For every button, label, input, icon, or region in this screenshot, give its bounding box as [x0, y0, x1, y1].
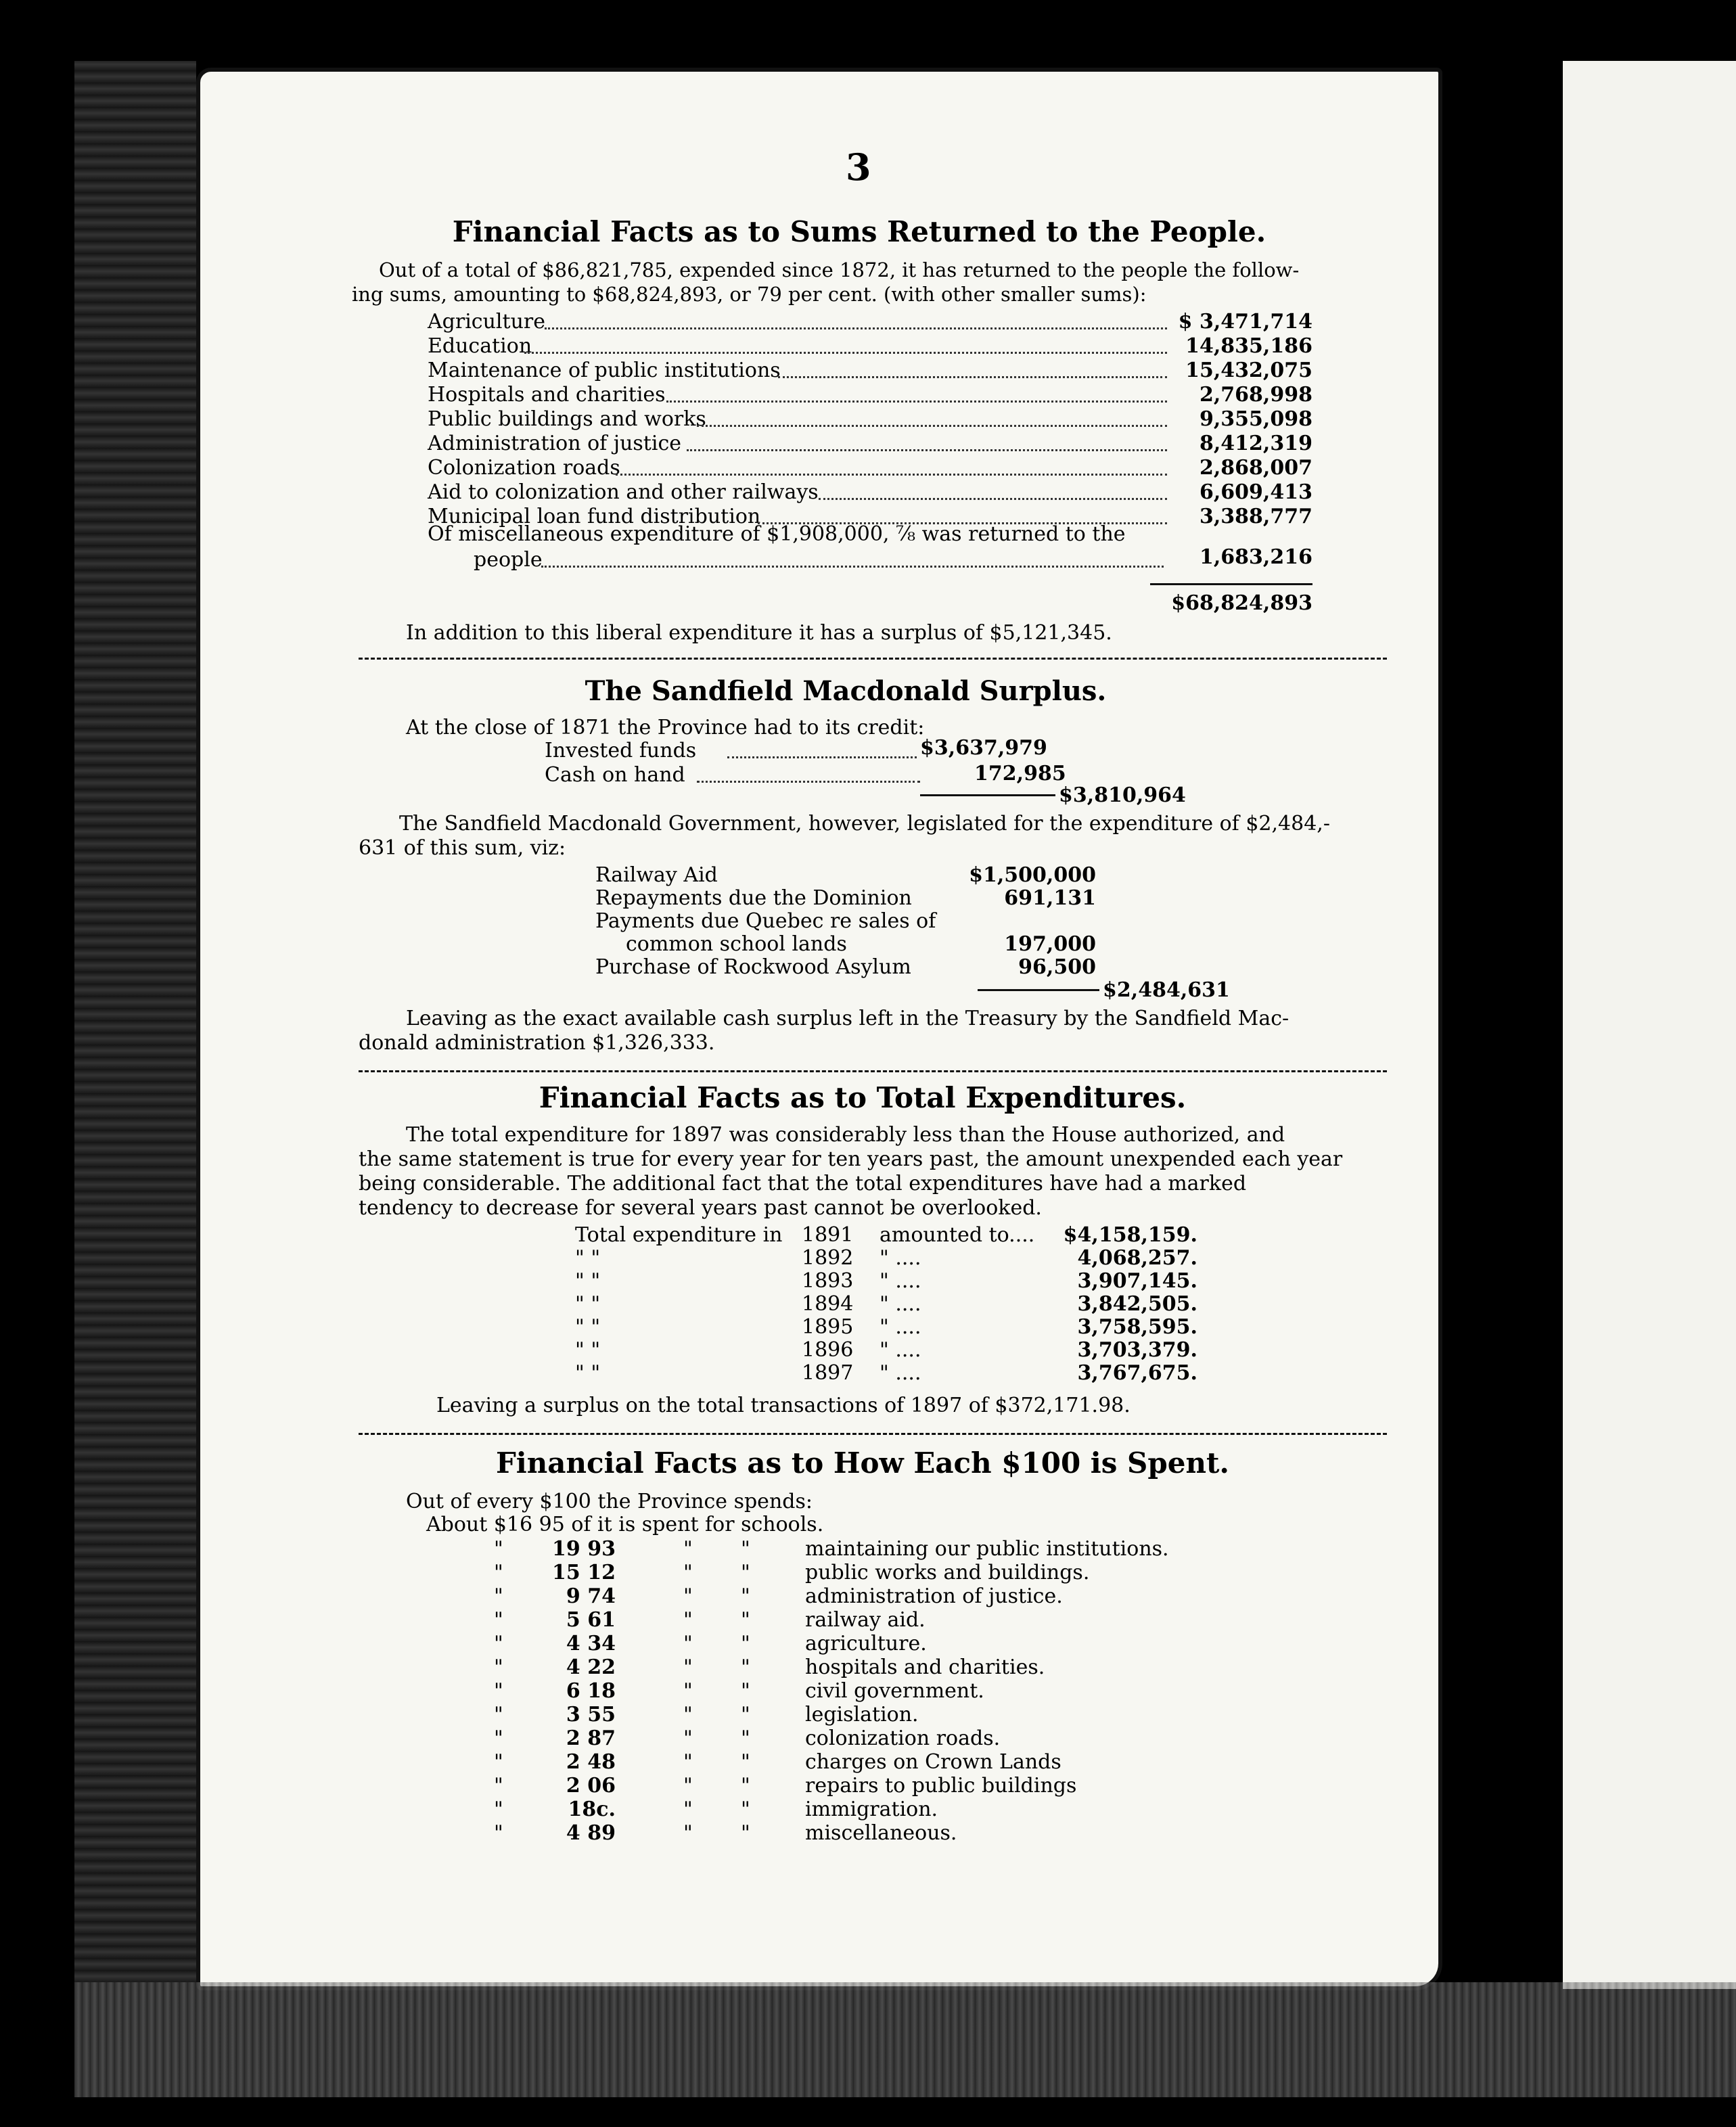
spend-amount: 2 06: [566, 1774, 616, 1798]
section1-misc-value: 1,683,216: [1199, 545, 1312, 569]
ditto-mark: ": [741, 1655, 750, 1679]
section2-leaving-line1: Leaving as the exact available cash surplus left in the Treasury by the Sandfield Mac-: [406, 1007, 1289, 1030]
expenditure-year: 1897: [802, 1361, 854, 1385]
expenditure-year: 1891: [802, 1223, 854, 1247]
ditto-mark: ": [494, 1584, 503, 1608]
ditto-mark: ": [494, 1632, 503, 1655]
ditto-mark: ": [494, 1703, 503, 1726]
expenditure-lead: " ": [575, 1361, 601, 1385]
section2-spend-label: common school lands: [626, 932, 847, 956]
expenditure-value: $4,158,159.: [1063, 1223, 1197, 1247]
section1-item-value: 6,609,413: [1199, 480, 1312, 504]
spend-category: agriculture.: [805, 1632, 927, 1655]
section2-spend-label: Repayments due the Dominion: [595, 886, 912, 910]
expenditure-year: 1893: [802, 1269, 854, 1293]
leader-dots: [778, 364, 1167, 378]
spend-category: civil government.: [805, 1679, 984, 1703]
adjacent-page-strip: [1563, 61, 1736, 1989]
ditto-mark: ": [741, 1726, 750, 1750]
section1-item-value: 2,768,998: [1199, 383, 1312, 407]
expenditure-mid: amounted to....: [880, 1223, 1035, 1247]
leader-dots: [697, 413, 1167, 427]
section-title-sums-returned: Financial Facts as to Sums Returned to the People.: [452, 215, 1266, 248]
ditto-mark: ": [741, 1679, 750, 1703]
expenditure-lead: " ": [575, 1292, 601, 1316]
leader-dots: [819, 486, 1167, 500]
ditto-mark: ": [683, 1703, 693, 1726]
ditto-mark: ": [683, 1561, 693, 1584]
expenditure-lead: Total expenditure in: [575, 1223, 783, 1247]
spend-category: repairs to public buildings: [805, 1774, 1077, 1798]
ditto-mark: ": [683, 1726, 693, 1750]
expenditure-mid: " ....: [880, 1361, 921, 1385]
ditto-mark: ": [741, 1798, 750, 1821]
ditto-mark: ": [683, 1537, 693, 1561]
section3-surplus-note: Leaving a surplus on the total transactions of 1897 of $372,171.98.: [436, 1394, 1130, 1417]
expenditure-value: 3,703,379.: [1077, 1338, 1197, 1362]
ditto-mark: ": [494, 1537, 503, 1561]
leader-dots: [666, 388, 1167, 403]
section1-item-label: Aid to colonization and other railways: [428, 480, 819, 504]
section1-item-label: Municipal loan fund distribution: [428, 505, 761, 528]
ditto-mark: ": [741, 1750, 750, 1774]
section3-para-line1: The total expenditure for 1897 was considerably less than the House authorized, and: [406, 1123, 1285, 1147]
spend-amount: 5 61: [566, 1608, 616, 1632]
spend-category: charges on Crown Lands: [805, 1750, 1061, 1774]
spend-category: legislation.: [805, 1703, 919, 1726]
spend-amount: 2 48: [566, 1750, 616, 1774]
subtotal-rule: [920, 794, 1055, 796]
section1-intro-line1: Out of a total of $86,821,785, expended since 1872, it has returned to the people the follow-: [379, 258, 1300, 281]
section1-item-label: Administration of justice: [428, 432, 681, 455]
section2-spend-value: $1,500,000: [969, 863, 1096, 887]
section2-para-line1: The Sandfield Macdonald Government, however, legislated for the expenditure of $2,484,-: [399, 812, 1330, 836]
leader-dots: [541, 553, 1164, 568]
spend-category: railway aid.: [805, 1608, 926, 1632]
expenditure-year: 1892: [802, 1246, 854, 1270]
ditto-mark: ": [494, 1774, 503, 1798]
spend-category: hospitals and charities.: [805, 1655, 1045, 1679]
spend-category: colonization roads.: [805, 1726, 1001, 1750]
section2-leaving-line2: donald administration $1,326,333.: [359, 1031, 715, 1055]
scan-bottom-band: [74, 1982, 1736, 2097]
ditto-mark: ": [741, 1703, 750, 1726]
ditto-mark: ": [741, 1774, 750, 1798]
expenditure-mid: " ....: [880, 1315, 921, 1339]
ditto-mark: ": [494, 1726, 503, 1750]
leader-dots: [616, 461, 1167, 476]
ditto-mark: ": [494, 1655, 503, 1679]
section2-item-cash-value: 172,985: [974, 762, 1066, 785]
section2-spend-value: 197,000: [1004, 932, 1096, 956]
ditto-mark: ": [683, 1750, 693, 1774]
expenditure-value: 3,842,505.: [1077, 1292, 1197, 1316]
ditto-mark: ": [683, 1655, 693, 1679]
section1-misc-line2: people: [474, 548, 543, 572]
section4-first-line: About $16 95 of it is spent for schools.: [426, 1513, 824, 1536]
leader-dots: [697, 769, 920, 783]
section3-para-line2: the same statement is true for every year for ten years past, the amount unexpended each year: [359, 1147, 1343, 1171]
expenditure-lead: " ": [575, 1338, 601, 1362]
section3-para-line4: tendency to decrease for several years past cannot be overlooked.: [359, 1196, 1042, 1220]
total-rule: [1150, 583, 1312, 585]
ditto-mark: ": [494, 1821, 503, 1845]
spend-amount: 2 87: [566, 1726, 616, 1750]
section2-item-invested-value: $3,637,979: [920, 736, 1047, 760]
section3-para-line3: being considerable. The additional fact that the total expenditures have had a marked: [359, 1172, 1247, 1195]
ditto-mark: ": [741, 1537, 750, 1561]
ditto-mark: ": [741, 1608, 750, 1632]
ditto-mark: ": [741, 1584, 750, 1608]
spend-category: miscellaneous.: [805, 1821, 957, 1845]
section1-item-label: Agriculture: [428, 310, 545, 334]
section-divider: [359, 1433, 1387, 1435]
section-title-each-100: Financial Facts as to How Each $100 is Spent.: [495, 1446, 1230, 1480]
expenditure-lead: " ": [575, 1315, 601, 1339]
ditto-mark: ": [683, 1821, 693, 1845]
leader-dots: [687, 437, 1167, 451]
expenditure-mid: " ....: [880, 1269, 921, 1293]
expenditure-value: 3,758,595.: [1077, 1315, 1197, 1339]
spend-amount: 4 22: [566, 1655, 616, 1679]
expenditure-value: 4,068,257.: [1077, 1246, 1197, 1270]
section-divider: [359, 1070, 1387, 1072]
ditto-mark: ": [683, 1632, 693, 1655]
section1-item-value: 9,355,098: [1199, 407, 1312, 431]
spend-category: maintaining our public institutions.: [805, 1537, 1169, 1561]
section1-item-label: Hospitals and charities: [428, 383, 666, 407]
section1-intro-line2: ing sums, amounting to $68,824,893, or 79 per cent. (with other smaller sums):: [352, 283, 1147, 306]
spend-category: public works and buildings.: [805, 1561, 1090, 1584]
section1-total: $68,824,893: [1171, 591, 1312, 615]
section2-intro: At the close of 1871 the Province had to its credit:: [406, 716, 925, 739]
section1-item-label: Colonization roads: [428, 456, 620, 480]
spend-amount: 6 18: [566, 1679, 616, 1703]
section2-spend-total: $2,484,631: [1103, 978, 1230, 1002]
section2-spend-value: 96,500: [1018, 955, 1096, 979]
spend-amount: 4 89: [566, 1821, 616, 1845]
section-title-sandfield-surplus: The Sandfield Macdonald Surplus.: [585, 675, 1107, 707]
page-number: 3: [846, 145, 871, 189]
section1-item-value: 3,388,777: [1199, 505, 1312, 528]
leader-dots: [727, 744, 917, 758]
section1-item-value: 8,412,319: [1199, 432, 1312, 455]
spend-total-rule: [978, 989, 1099, 991]
ditto-mark: ": [741, 1561, 750, 1584]
ditto-mark: ": [494, 1750, 503, 1774]
section2-spend-label: Purchase of Rockwood Asylum: [595, 955, 911, 979]
expenditure-lead: " ": [575, 1269, 601, 1293]
section1-item-value: 14,835,186: [1185, 334, 1312, 358]
spend-category: immigration.: [805, 1798, 938, 1821]
ditto-mark: ": [741, 1632, 750, 1655]
section1-misc-line1: Of miscellaneous expenditure of $1,908,000, ⅞ was returned to the: [428, 522, 1126, 546]
expenditure-mid: " ....: [880, 1338, 921, 1362]
ditto-mark: ": [683, 1798, 693, 1821]
section1-item-label: Public buildings and works: [428, 407, 706, 431]
section1-surplus-note: In addition to this liberal expenditure it has a surplus of $5,121,345.: [406, 621, 1112, 645]
spend-category: administration of justice.: [805, 1584, 1063, 1608]
ditto-mark: ": [683, 1608, 693, 1632]
section-title-total-expenditures: Financial Facts as to Total Expenditures.: [539, 1081, 1187, 1114]
ditto-mark: ": [741, 1821, 750, 1845]
section2-item-invested-label: Invested funds: [545, 739, 697, 762]
expenditure-mid: " ....: [880, 1246, 921, 1270]
expenditure-year: 1895: [802, 1315, 854, 1339]
spend-amount: 19 93: [552, 1537, 616, 1561]
section1-item-label: Education: [428, 334, 532, 358]
expenditure-mid: " ....: [880, 1292, 921, 1316]
section1-item-value: $ 3,471,714: [1178, 310, 1312, 334]
spend-amount: 9 74: [566, 1584, 616, 1608]
ditto-mark: ": [494, 1561, 503, 1584]
expenditure-value: 3,767,675.: [1077, 1361, 1197, 1385]
section2-spend-label: Railway Aid: [595, 863, 718, 887]
section4-intro: Out of every $100 the Province spends:: [406, 1490, 813, 1513]
ditto-mark: ": [683, 1584, 693, 1608]
section2-spend-value: 691,131: [1004, 886, 1096, 910]
ditto-mark: ": [494, 1679, 503, 1703]
section1-item-value: 2,868,007: [1199, 456, 1312, 480]
spend-amount: 15 12: [552, 1561, 616, 1584]
spend-amount: 4 34: [566, 1632, 616, 1655]
ditto-mark: ": [683, 1679, 693, 1703]
section1-item-label: Maintenance of public institutions: [428, 359, 781, 382]
ditto-mark: ": [494, 1798, 503, 1821]
section2-para-line2: 631 of this sum, viz:: [359, 836, 566, 860]
expenditure-year: 1896: [802, 1338, 854, 1362]
leader-dots: [524, 340, 1167, 354]
leader-dots: [545, 315, 1167, 329]
scan-left-margin: [74, 61, 196, 1982]
section-divider: [359, 658, 1387, 660]
expenditure-lead: " ": [575, 1246, 601, 1270]
ditto-mark: ": [494, 1608, 503, 1632]
spend-amount: 3 55: [566, 1703, 616, 1726]
spend-amount: 18c.: [568, 1798, 616, 1821]
expenditure-value: 3,907,145.: [1077, 1269, 1197, 1293]
section2-item-cash-label: Cash on hand: [545, 763, 685, 787]
section2-subtotal: $3,810,964: [1059, 783, 1186, 807]
expenditure-year: 1894: [802, 1292, 854, 1316]
ditto-mark: ": [683, 1774, 693, 1798]
section2-spend-label: Payments due Quebec re sales of: [595, 909, 936, 933]
section1-item-value: 15,432,075: [1185, 359, 1312, 382]
